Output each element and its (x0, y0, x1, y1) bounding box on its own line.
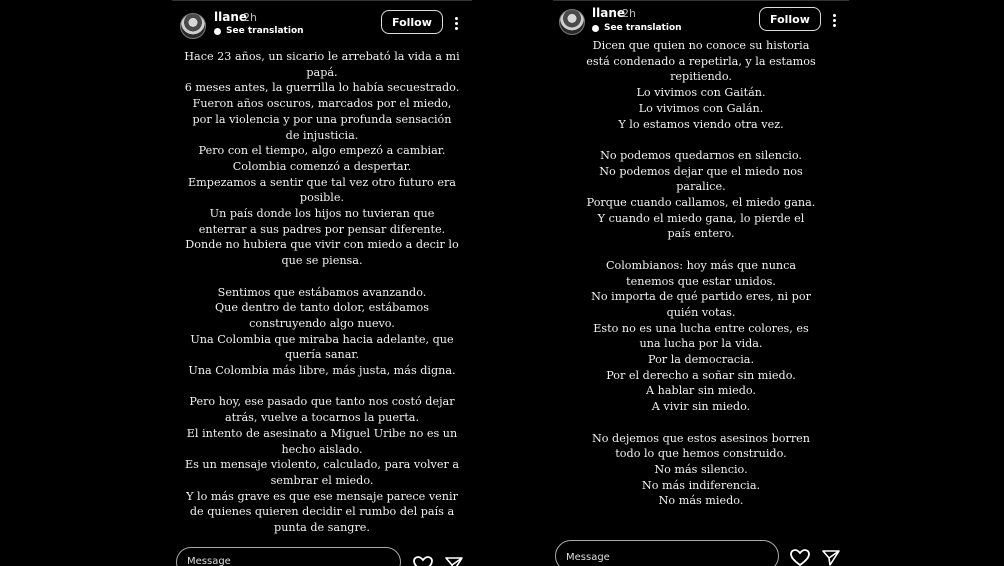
story-line: Lo vivimos con Gaitán. (636, 86, 766, 100)
see-translation-link[interactable] (592, 23, 682, 33)
globe-icon (592, 25, 599, 32)
message-placeholder: Message (566, 552, 610, 563)
story-line: posible. (299, 191, 345, 205)
story-line: está condenado a repetirla, y la estamos (586, 54, 816, 68)
paragraph-gap (176, 269, 468, 285)
story-line: tenemos que estar unidos. (626, 274, 776, 288)
story-line: Y lo más grave es que ese mensaje parece venir (186, 489, 458, 503)
story-line: país entero. (667, 227, 735, 241)
story-line: No podemos dejar que el miedo nos (599, 164, 803, 178)
story-line: No dejemos que estos asesinos borren (591, 431, 811, 445)
paragraph-gap (555, 242, 847, 258)
story-line: No importa de qué partido eres, ni por (591, 290, 811, 304)
globe-icon (214, 28, 221, 35)
story-line: A hablar sin miedo. (646, 384, 756, 398)
story-line: Donde no hubiera que vivir con miedo a decir lo (185, 238, 459, 252)
follow-button[interactable]: Follow (759, 7, 821, 31)
story-line: una lucha por la vida. (639, 337, 763, 351)
story-line: Y cuando el miedo gana, lo pierde el (597, 211, 805, 225)
story-line: quién votas. (666, 305, 736, 319)
story-line: paralice. (676, 180, 726, 194)
story-line: Que dentro de tanto dolor, estábamos (214, 301, 430, 315)
story-line: construyendo algo nuevo. (249, 316, 395, 330)
paragraph-gap (555, 415, 847, 431)
more-options-icon[interactable] (833, 12, 836, 29)
story-text (555, 38, 847, 509)
see-translation-label: See translation (226, 26, 304, 36)
story-line: Hace 23 años, un sicario le arrebató la vida a mi (184, 50, 460, 63)
more-options-icon[interactable] (455, 15, 458, 32)
story-line: Dicen que quien no conoce su historia (592, 39, 810, 52)
post-time: 2h (243, 11, 257, 24)
story-line: Porque cuando callamos, el miedo gana. (586, 196, 816, 210)
story-line: Y lo estamos viendo otra vez. (618, 117, 784, 131)
story-line: Esto no es una lucha entre colores, es (593, 321, 809, 335)
story-line: 6 meses antes, la guerrilla lo había secuestrado. (184, 81, 460, 95)
story-line: No podemos quedarnos en silencio. (600, 148, 802, 162)
story-line: Colombia comenzó a despertar. (232, 159, 412, 173)
message-input[interactable] (555, 540, 779, 566)
story-line: No más silencio. (654, 462, 748, 476)
story-line: Un país donde los hijos no tuvieran que (209, 207, 435, 221)
story-line: Pero con el tiempo, algo empezó a cambiar. (198, 144, 446, 158)
story-line: sembrar el miedo. (270, 473, 374, 487)
story-text (176, 49, 468, 536)
follow-button[interactable]: Follow (381, 10, 443, 34)
send-icon[interactable] (822, 550, 840, 566)
story-line: Colombianos: hoy más que nunca (605, 258, 797, 272)
story-line: No más miedo. (658, 494, 744, 508)
story-pane-right (553, 0, 849, 566)
story-line: repitiendo. (670, 70, 732, 84)
story-line: No más indiferencia. (641, 478, 761, 492)
see-translation-link[interactable] (214, 26, 304, 36)
story-line: punta de sangre. (274, 521, 370, 535)
story-line: Por la democracia. (648, 353, 754, 367)
story-line: todo lo que hemos construido. (615, 447, 787, 461)
story-line: Pero hoy, ese pasado que tanto nos costó dejar (189, 395, 455, 409)
story-line: de quienes quieren decidir el rumbo del país a (189, 505, 455, 519)
username[interactable]: llane (592, 6, 626, 20)
story-line: que se piensa. (281, 254, 363, 268)
story-line: Es un mensaje violento, calculado, para volver a (184, 458, 460, 472)
story-line: de injusticia. (285, 128, 359, 142)
story-line: Una Colombia más libre, más justa, más digna. (188, 364, 456, 378)
story-line: enterrar a sus padres por pensar diferente. (198, 222, 446, 236)
story-line: Una Colombia que miraba hacia adelante, que (190, 332, 454, 346)
story-line: papá. (306, 65, 338, 79)
heart-icon[interactable] (790, 549, 810, 566)
message-placeholder: Message (187, 556, 231, 566)
story-line: Sentimos que estábamos avanzando. (217, 285, 427, 299)
story-line: Fueron años oscuros, marcados por el miedo, (192, 97, 452, 111)
story-header (172, 1, 472, 45)
paragraph-gap (176, 379, 468, 395)
story-line: por la violencia y por una profunda sensación (192, 112, 452, 126)
story-line: quería sanar. (284, 348, 360, 362)
avatar-icon[interactable] (559, 9, 585, 35)
story-line: El intento de asesinato a Miguel Uribe no es un (186, 426, 458, 440)
see-translation-label: See translation (604, 23, 682, 33)
story-line: Por el derecho a soñar sin miedo. (606, 368, 796, 382)
story-line: atrás, vuelve a tocarnos la puerta. (224, 411, 420, 425)
story-line: Lo vivimos con Galán. (638, 101, 764, 115)
username[interactable]: llane (214, 10, 248, 24)
story-line: hecho aislado. (281, 442, 363, 456)
story-pane-left (172, 0, 472, 566)
message-input[interactable] (176, 547, 401, 566)
avatar-icon[interactable] (180, 13, 206, 39)
paragraph-gap (555, 132, 847, 148)
post-time: 2h (622, 7, 636, 20)
story-line: Empezamos a sentir que tal vez otro futuro era (188, 175, 456, 189)
story-line: A vivir sin miedo. (651, 400, 751, 414)
